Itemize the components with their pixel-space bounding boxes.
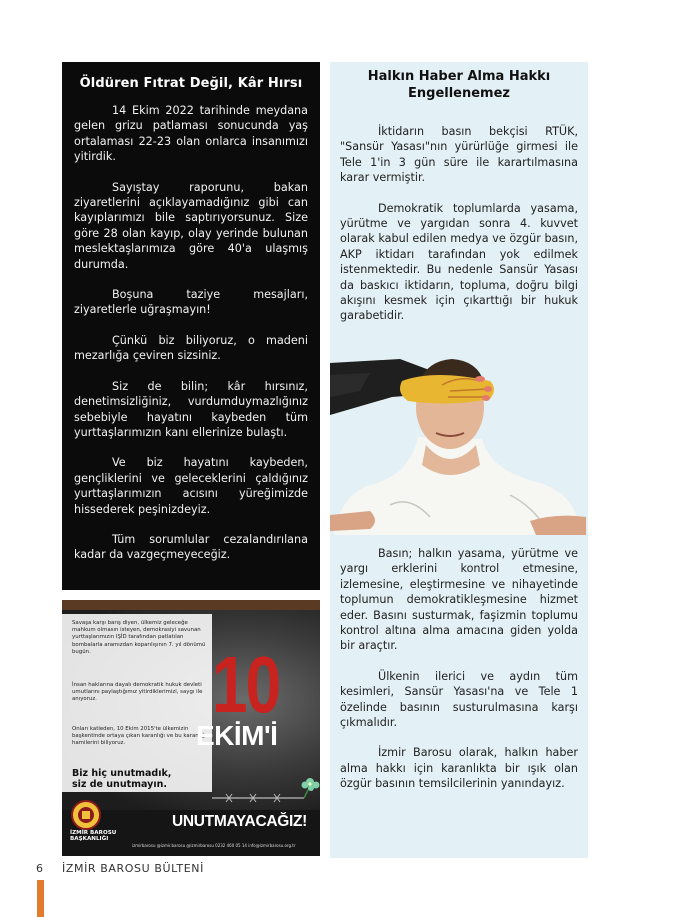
memorial-poster (62, 600, 320, 856)
right-article (340, 68, 578, 339)
poster-unutmayacagiz: UNUTMAYACAĞIZ! (172, 813, 308, 830)
left-paragraph: Siz de bilin; kâr hırsınız, denetimsizliğiniz, vurdumduymazlığınız sebebiyle hayatını kaybeden tüm yurttaşlarımızın kanı ellerinize bulaştı. (74, 379, 308, 439)
poster-paragraph: Onları katleden, 10 Ekim 2015'te ülkemizin başkentinde ortaya çıkan karanlığı ve bu karanlığın hamilerini biliyoruz. (72, 726, 210, 747)
poster-paragraph: İnsan haklarına dayalı demokratik hukuk devleti umutlarını paylaştığımız yitirdiklerimizi, saygı ile anıyoruz. (72, 682, 203, 703)
poster-org-line: İZMİR BAROSU (70, 830, 117, 836)
right-article-lower (340, 546, 578, 807)
footer-accent-bar (37, 880, 44, 917)
poster-org-name (70, 830, 130, 843)
poster-big-number: 10 (212, 639, 280, 730)
left-article (62, 62, 320, 590)
left-paragraph: Tüm sorumlular cezalandırılana kadar da vazgeçmeyeceğiz. (74, 532, 308, 562)
right-paragraph: Basın; halkın yasama, yürütme ve yargı erklerini kontrol etmesine, izlemesine, eleştirmesine ve nihayetinde toplumun demokratikleşmesine hizmet eder. Basını susturmak, faşizmin toplumu kontrol altına alma amacına giden yolda bir araçtır. (340, 547, 578, 653)
poster-date-word: EKİM'İ (196, 720, 278, 751)
poster-slogan-line: siz de unutmayın. (72, 779, 167, 790)
izmir-barosu-logo-icon (70, 800, 102, 830)
left-paragraph: Sayıştay raporunu, bakan ziyaretlerini açıklayamadığınız gibi can kayıplarımızı bile saptırıyorsunuz. Size göre 28 olan kayıp, olay yerinde bulunan meslektaşlarımıza göre 40'a ulaşmış durumda. (74, 180, 308, 271)
poster-paragraph: Savaşa karşı barış diyen, ülkemiz geleceğe mahkum olmasın isteyen, demokrasiyi savunan yurttaşlarımızın IŞİD tarafından patlatılan bombalarla aramızdan koparılışının 7. yıl dönümü bugün. (72, 620, 206, 655)
left-paragraph: Boşuna taziye mesajları, ziyaretlerle uğraşmayın! (74, 288, 308, 317)
right-paragraph: İktidarın basın bekçisi RTÜK, "Sansür Yasası"nın yürürlüğe girmesi ile Tele 1'in 3 gün süre ile karartılmasına karar vermiştir. (340, 125, 578, 185)
left-paragraph: Ve biz hayatını kaybeden, gençliklerini ve geleceklerini çaldığınız yurttaşlarımızın acısını yüreğimizde hissederek peşinizdeyiz. (74, 456, 308, 516)
poster-social-links: izmirbarosu @izmir.barosu @izmirbarosu 0232 460 05 14 info@izmirbarosu.org.tr (132, 843, 296, 848)
poster-slogan-line: Biz hiç unutmadık, (72, 768, 172, 779)
page-number: 6 (36, 862, 43, 875)
censorship-illustration (330, 345, 588, 535)
left-paragraph: 14 Ekim 2022 tarihinde meydana gelen grizu patlaması sonucunda yaş ortalaması 22-23 olan onlarca insanımızı yitirdik. (74, 104, 308, 164)
publication-title: İZMİR BAROSU BÜLTENİ (62, 862, 204, 875)
right-paragraph: Ülkenin ilerici ve aydın tüm kesimleri, Sansür Yasası'na ve Tele 1 özelinde basının susturulmasına karşı çıkmalıdır. (340, 669, 578, 730)
poster-org-line: BAŞKANLIĞI (70, 836, 109, 843)
barbed-wire-flower-icon (212, 776, 320, 816)
left-paragraph: Çünkü biz biliyoruz, o madeni mezarlığa çeviren sizsiniz. (74, 333, 308, 363)
poster-top-strip (62, 600, 320, 610)
poster-slogan (72, 768, 212, 790)
right-paragraph: İzmir Barosu olarak, halkın haber alma hakkı için karanlıkta bir ışık olan özgür basının temsilcilerinin yanındayız. (340, 746, 578, 791)
right-article-title: Halkın Haber Alma Hakkı Engellenemez (367, 69, 551, 101)
right-paragraph: Demokratik toplumlarda yasama, yürütme ve yargıdan sonra 4. kuvvet olarak kabul edilen medya ve özgür basın, AKP iktidarı tarafından yok edilmek istenmektedir. Bu nedenle Sansür Yasası da baskıcı iktidarın, topluma, doğru bilgi akışını kesmek için çıkarttığı bir hukuk garabetidir. (340, 201, 578, 323)
left-article-title: Öldüren Fıtrat Değil, Kâr Hırsı (79, 76, 303, 91)
